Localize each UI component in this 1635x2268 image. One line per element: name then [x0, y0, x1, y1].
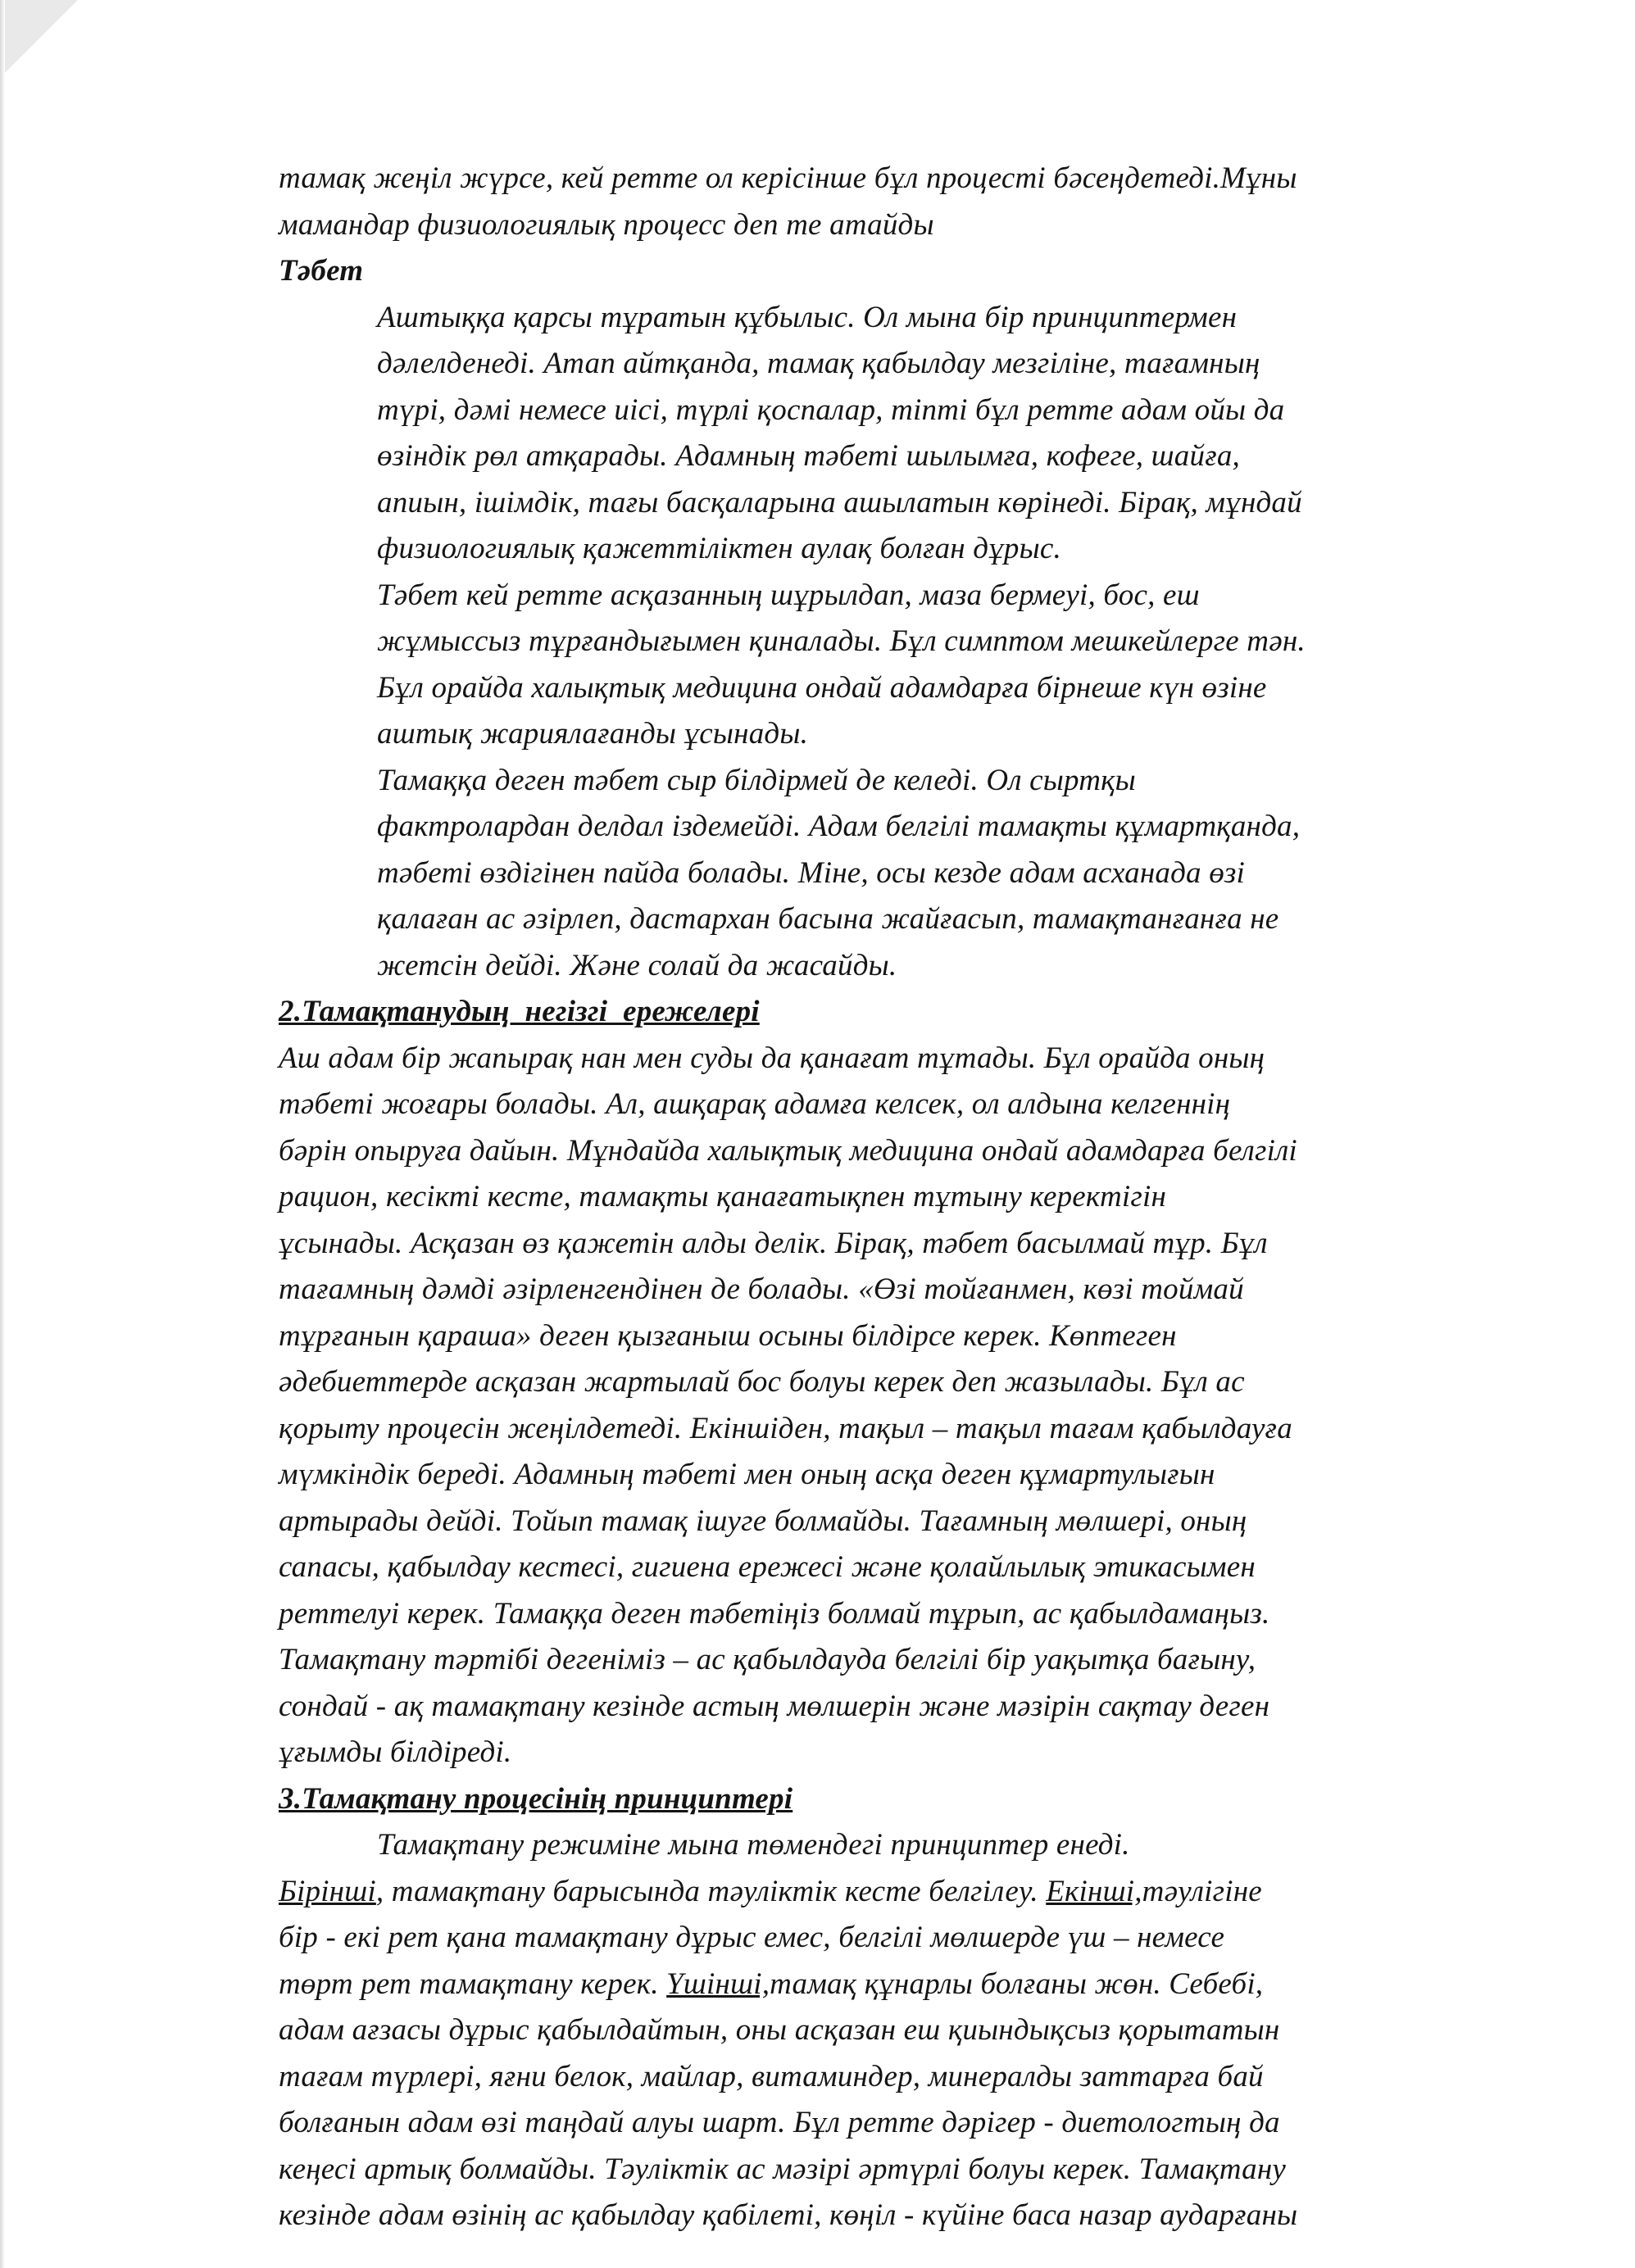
text-line: тәбеті жоғары болады. Ал, ашқарақ адамға келсек, ол алдына келгеннің — [279, 1087, 1231, 1121]
text-line: қорыту процесін жеңілдетеді. Екіншіден, тақыл – тақыл тағам қабылдауға — [279, 1411, 1292, 1445]
text-line — [279, 1869, 1533, 1916]
document-page — [279, 156, 1533, 2239]
text-line: бәрін опыруға дайын. Мұндайда халықтық медицина ондай адамдарға белгілі — [279, 1133, 1297, 1168]
text-line: Аштыққа қарсы тұратын құбылыс. Ол мына бір принциптермен — [377, 300, 1238, 334]
page-corner-fold — [0, 0, 78, 78]
text-line: физиологиялық қажеттіліктен аулақ болған дұрыс. — [377, 532, 1061, 565]
appetite-heading: Тәбет — [279, 254, 364, 288]
text-line: фактролардан делдал іздемейді. Адам белгілі тамақты құмартқанда, — [377, 810, 1301, 843]
second-text: тәулігіне — [1142, 1874, 1262, 1908]
text-line: дәлелденеді. Атап айтқанда, тамақ қабылдау мезгіліне, тағамның — [377, 347, 1260, 380]
third-label: Үшінші, — [666, 1966, 770, 2001]
text-line: жұмыссыз тұрғандығымен қиналады. Бұл симптом мешкейлерге тән. — [377, 624, 1306, 658]
text-line: апиын, ішімдік, тағы басқаларына ашылатын көрінеді. Бірақ, мұндай — [377, 485, 1302, 519]
first-text: , тамақтану барысында тәуліктік кесте белгілеу. — [375, 1874, 1047, 1908]
text-line: сапасы, қабылдау кестесі, гигиена ережесі және қолайлылық этикасымен — [279, 1550, 1256, 1584]
first-label: Бірінші — [279, 1874, 376, 1908]
text-line: жетсін дейді. Және солай да жасайды. — [377, 948, 897, 982]
text-line: тағамның дәмді әзірленгендінен де болады. «Өзі тойғанмен, көзі тоймай — [279, 1272, 1244, 1306]
text-line: әдебиеттерде асқазан жартылай бос болуы керек деп жазылады. Бұл ас — [279, 1365, 1245, 1399]
section-3-heading: 3.Тамақтану процесінің принциптері — [279, 1781, 793, 1816]
text-line — [279, 1962, 1533, 2008]
text-line: кеңесі артық болмайды. Тәуліктік ас мәзірі әртүрлі болуы керек. Тамақтану — [279, 2152, 1287, 2186]
text-line: болғанын адам өзі таңдай алуы шарт. Бұл ретте дәрігер - диетологтың да — [279, 2106, 1280, 2139]
section-3-intro: Тамақтану режиміне мына төмендегі принциптер енеді. — [377, 1828, 1130, 1862]
text-line: тағам түрлері, яғни белок, майлар, витаминдер, минералды заттарға бай — [279, 2059, 1264, 2093]
text-line: тәбеті өздігінен пайда болады. Міне, осы кезде адам асханада өзі — [377, 855, 1246, 890]
text-line: артырады дейді. Тойып тамақ ішуге болмайды. Тағамның мөлшері, оның — [279, 1504, 1247, 1538]
text-line: сондай - ақ тамақтану кезінде астың мөлшерін және мәзірін сақтау деген — [279, 1689, 1270, 1723]
line4-pre: төрт рет тамақтану керек. — [279, 1966, 667, 2001]
text-line: Аш адам бір жапырақ нан мен суды да қанағат тұтады. Бұл орайда оның — [279, 1041, 1265, 1075]
text-line: мамандар физиологиялық процесс деп те атайды — [279, 207, 934, 242]
text-line: түрі, дәмі немесе иісі, түрлі қоспалар, тіпті бұл ретте адам ойы да — [377, 392, 1285, 427]
text-line: реттелуі керек. Тамаққа деген тәбетіңіз болмай тұрып, ас қабылдамаңыз. — [279, 1596, 1270, 1631]
text-line: ұсынады. Асқазан өз қажетін алды делік. Бірақ, тәбет басылмай тұр. Бұл — [279, 1226, 1268, 1260]
text-line: кезінде адам өзінің ас қабылдау қабілеті, көңіл - күйіне баса назар аударғаны — [279, 2198, 1298, 2232]
text-line: тұрғанын қараша» деген қызғаныш осыны білдірсе керек. Көптеген — [279, 1318, 1177, 1353]
text-line: тамақ жеңіл жүрсе, кей ретте ол керісінше бұл процесті бәсеңдетеді.Мұны — [279, 161, 1297, 195]
text-line: аштық жариялағанды ұсынады. — [377, 717, 809, 751]
text-line: рацион, кесікті кесте, тамақты қанағатықпен тұтыну керектігін — [279, 1180, 1167, 1213]
text-line: мүмкіндік береді. Адамның тәбеті мен оның асқа деген құмартулығын — [279, 1458, 1215, 1491]
section-2-heading: 2.Тамақтанудың негізгі ережелері — [279, 995, 760, 1028]
second-label: Екінші, — [1046, 1874, 1142, 1908]
third-text: тамақ құнарлы болғаны жөн. Себебі, — [770, 1966, 1264, 2001]
text-line: ұғымды білдіреді. — [279, 1735, 512, 1769]
text-line: Тамаққа деген тәбет сыр білдірмей де келеді. Ол сыртқы — [377, 763, 1136, 797]
text-line: бір - екі рет қана тамақтану дұрыс емес, белгілі мөлшерде үш – немесе — [279, 1921, 1225, 1954]
text-line: Тамақтану тәртібі дегеніміз – ас қабылдауда белгілі бір уақытқа бағыну, — [279, 1643, 1256, 1676]
text-line: өзіндік рөл атқарады. Адамның тәбеті шылымға, кофеге, шайға, — [377, 439, 1240, 473]
text-line: Бұл орайда халықтық медицина ондай адамдарға бірнеше күн өзіне — [377, 670, 1267, 705]
scan-edge-shadow — [0, 0, 5, 2268]
text-line: қалаған ас әзірлеп, дастархан басына жайғасып, тамақтанғанға не — [377, 902, 1279, 936]
text-line: Тәбет кей ретте асқазанның шұрылдап, маза бермеуі, бос, еш — [377, 578, 1200, 612]
text-line: адам ағзасы дұрыс қабылдайтын, оны асқазан еш қиындықсыз қорытатын — [279, 2013, 1280, 2047]
